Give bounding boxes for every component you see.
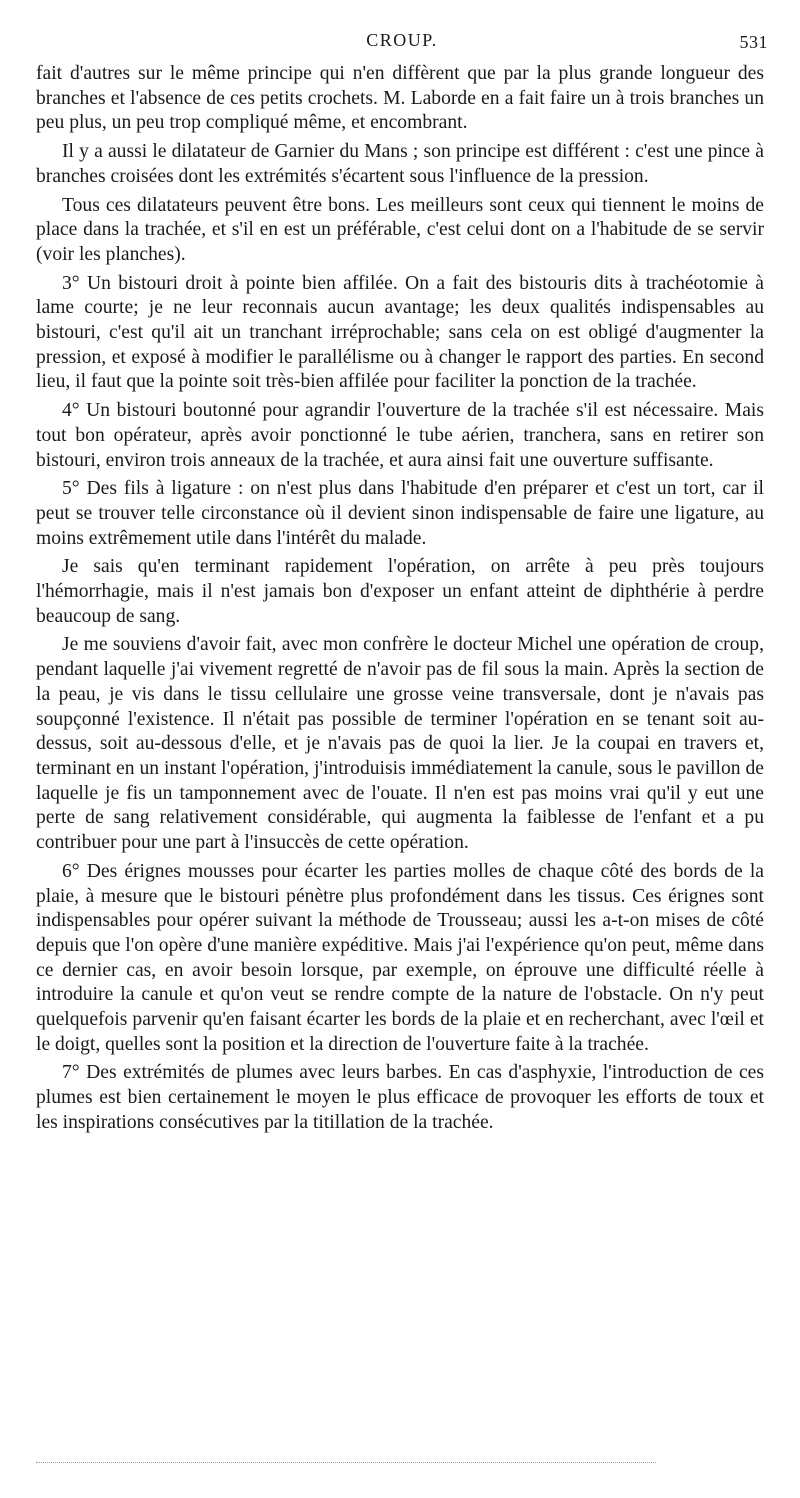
running-title: CROUP. [366, 30, 438, 50]
page-bottom-rule [36, 1462, 656, 1463]
paragraph-case-anecdote: Je me souviens d'avoir fait, avec mon confrère le docteur Michel une opération de croup, pendant laquelle j'ai vivement regretté de n'avoir pas de fil sous la main. Après la section de la peau, je vis dans le tissu cellulaire une grosse veine transversale, dont je n'avais pas soupçonné l'existence. Il n'était pas possible de terminer l'opération en se tenant soit au-dessus, soit au-dessous d'elle, et je n'avais pas de quoi la lier. Je la coupai en travers et, terminant en un instant l'opération, j'introduisis immédiatement la canule, sous le pavillon de laquelle je fis un tamponnement avec de l'ouate. Il n'en est pas moins vrai qu'il y eut une perte de sang relativement considérable, qui augmenta la faiblesse de l'enfant et a pu contribuer pour une part à l'insuccès de cette opération. [36, 634, 764, 854]
paragraph-continuation: fait d'autres sur le même principe qui n'en diffèrent que par la plus grande longueur des branches et l'absence de ces petits crochets. M. Laborde en a fait faire un à trois branches un peu plus, un peu trop compliqué même, et encombrant. [36, 63, 764, 134]
paragraph-garnier-dilatator: Il y a aussi le dilatateur de Garnier du Mans ; son principe est différent : c'est une pince à branches croisées dont les extrémités s'écartent sous l'influence de la pression. [36, 141, 764, 187]
paragraph-item-3-straight-bistoury: 3° Un bistouri droit à pointe bien affilée. On a fait des bistouris dits à trachéotomie à lame courte; je ne leur reconnais aucun avantage; les deux qualités indispensables au bistouri, c'est qu'il ait un tranchant irréprochable; sans cela on est obligé d'augmenter la pression, et exposé à modifier le parallélisme ou à changer le rapport des parties. En second lieu, il faut que la pointe soit très-bien affilée pour faciliter la ponction de la trachée. [36, 272, 764, 393]
paragraph-dilatators-summary: Tous ces dilatateurs peuvent être bons. Les meilleurs sont ceux qui tiennent le moins de place dans la trachée, et s'il en est un préférable, c'est celui dont on a l'habitude de se servir (voir les planches). [36, 194, 764, 265]
running-head [36, 30, 768, 56]
paragraph-hemorrhage: Je sais qu'en terminant rapidement l'opération, on arrête à peu près toujours l'hémorrhagie, mais il n'est jamais bon d'exposer un enfant atteint de diphthérie à perdre beaucoup de sang. [36, 556, 764, 627]
page-number: 531 [739, 32, 768, 52]
paragraph-item-5-ligature-threads: 5° Des fils à ligature : on n'est plus dans l'habitude d'en préparer et c'est un tort, car il peut se trouver telle circonstance où il devient sinon indispensable de faire une ligature, au moins extrêmement utile dans l'intérêt du malade. [36, 478, 764, 549]
paragraph-item-7-feathers: 7° Des extrémités de plumes avec leurs barbes. En cas d'asphyxie, l'introduction de ces plumes est bien certainement le moyen le plus efficace de provoquer les efforts de toux et les inspirations consécutives par la titillation de la trachée. [36, 1062, 764, 1133]
paragraph-item-4-buttoned-bistoury: 4° Un bistouri boutonné pour agrandir l'ouverture de la trachée s'il est nécessaire. Mais tout bon opérateur, après avoir ponctionné le tube aérien, tranchera, sans en retirer son bistouri, environ trois anneaux de la trachée, et aura ainsi fait une ouverture suffisante. [36, 400, 764, 471]
body-text [36, 62, 764, 1140]
paragraph-item-6-blunt-hooks: 6° Des érignes mousses pour écarter les parties molles de chaque côté des bords de la plaie, à mesure que le bistouri pénètre plus profondément dans les tissus. Ces érignes sont indispensables pour opérer suivant la méthode de Trousseau; aussi les a-t-on mises de côté depuis que l'on opère d'une manière expéditive. Mais j'ai l'expérience qu'on peut, même dans ce dernier cas, en avoir besoin lorsque, par exemple, on éprouve une difficulté réelle à introduire la canule et qu'on veut se rendre compte de la nature de l'obstacle. On n'y peut quelquefois parvenir qu'en faisant écarter les bords de la plaie et en recherchant, avec l'œil et le doigt, quelles sont la position et la direction de l'ouverture faite à la trachée. [36, 860, 764, 1055]
